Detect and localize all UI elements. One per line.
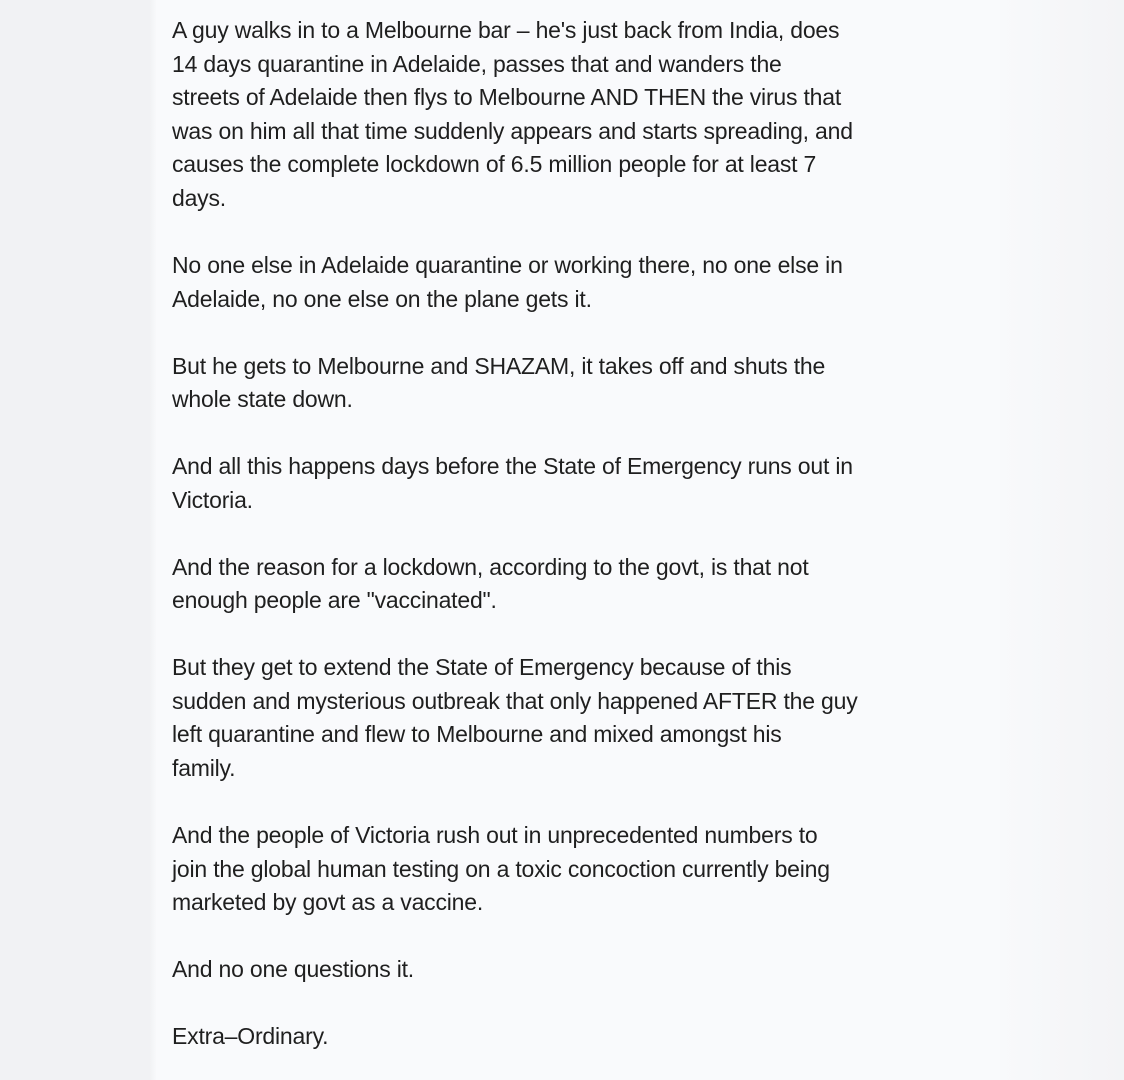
- paragraph-1: A guy walks in to a Melbourne bar – he's just back from India, does 14 days quarantine in Adelaide, passes that and wanders the streets of Adelaide then flys to Melbourne AND THEN the virus that was on him all that time suddenly appears and starts spreading, and causes the complete lockdown of 6.5 million people for at least 7 days.: [172, 17, 853, 211]
- post-body: [172, 14, 972, 1054]
- paragraph-5: And the reason for a lockdown, according to the govt, is that not enough people are "vaccinated".: [172, 553, 809, 614]
- paragraph-8: And no one questions it.: [172, 956, 414, 983]
- paragraph-9: Extra–Ordinary.: [172, 1023, 329, 1050]
- paragraph-4: And all this happens days before the State of Emergency runs out in Victoria.: [172, 453, 853, 513]
- paragraph-2: No one else in Adelaide quarantine or working there, no one else in Adelaide, no one else on the plane gets it.: [172, 251, 843, 312]
- paragraph-7: And the people of Victoria rush out in unprecedented numbers to join the global human testing on a toxic concoction currently being marketed by govt as a vaccine.: [172, 822, 830, 916]
- paragraph-6: But they get to extend the State of Emergency because of this sudden and mysterious outbreak that only happened AFTER the guy left quarantine and flew to Melbourne and mixed amongst his family.: [172, 654, 858, 782]
- paragraph-3: But he gets to Melbourne and SHAZAM, it takes off and shuts the whole state down.: [172, 352, 826, 413]
